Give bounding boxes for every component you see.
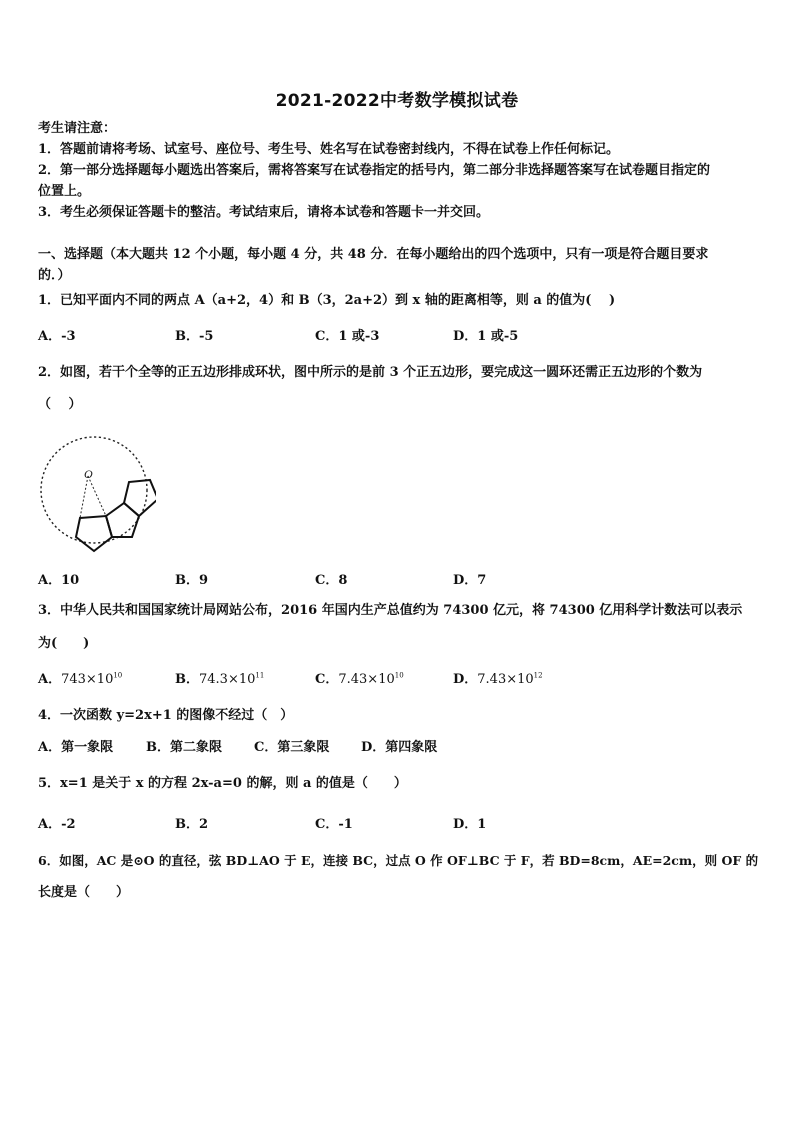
notice-item: 3．考生必须保证答题卡的整洁。考试结束后，请将本试卷和答题卡一并交回。 [38, 205, 490, 220]
figure-label-o: O [84, 467, 93, 481]
q2-option-a[interactable]: A．10 [38, 573, 80, 588]
q4-option-b[interactable]: B．第二象限 [146, 740, 222, 755]
question-2-cont: （ ） [38, 397, 82, 412]
q4-option-c[interactable]: C．第三象限 [254, 740, 330, 755]
q1-option-b[interactable]: B．-5 [175, 329, 214, 344]
q3-option-b[interactable]: B．$74.3\times 10^{11}$ [175, 671, 265, 687]
q5-option-c[interactable]: C．-1 [315, 817, 353, 832]
section-heading-cont: 的．） [38, 268, 71, 283]
q2-option-d[interactable]: D．7 [453, 573, 487, 588]
section-heading: 一、选择题（本大题共 12 个小题，每小题 4 分，共 48 分．在每小题给出的四个选项中，只有一项是符合题目要求 [38, 247, 709, 262]
notice-item: 2．第一部分选择题每小题选出答案后，需将答案写在试卷指定的括号内，第二部分非选择题答案写在试卷题目指定的 [38, 163, 711, 178]
q4-option-d[interactable]: D．第四象限 [361, 740, 438, 755]
dashed-radius-line [88, 476, 106, 516]
notice-item: 1．答题前请将考场、试室号、座位号、考生号、姓名写在试卷密封线内，不得在试卷上作任何标记。 [38, 142, 620, 157]
question-3: 3．中华人民共和国国家统计局网站公布，2016 年国内生产总值约为 74300 亿元，将 74300 亿用科学计数法可以表示 [38, 603, 743, 618]
q3-option-d[interactable]: D．$7.43\times 10^{12}$ [453, 671, 543, 687]
notice-item: 位置上。 [38, 184, 91, 199]
question-2: 2．如图，若干个全等的正五边形排成环状，图中所示的是前 3 个正五边形，要完成这一圆环还需正五边形的个数为 [38, 365, 703, 380]
question-6: 6．如图，AC 是⊙O 的直径，弦 BD⊥AO 于 E，连接 BC，过点 O 作 OF⊥BC 于 F，若 BD=8cm，AE=2cm，则 OF 的 [38, 853, 759, 868]
pentagon-ring-figure [36, 424, 156, 564]
q5-option-a[interactable]: A．-2 [38, 817, 76, 832]
pentagon-2 [106, 503, 139, 537]
question-3-cont: 为( ) [38, 636, 90, 651]
notice-heading: 考生请注意： [38, 121, 117, 136]
question-5: 5．x=1 是关于 x 的方程 2x-a=0 的解，则 a 的值是（ ） [38, 776, 407, 791]
q3-option-a[interactable]: A．$743\times 10^{10}$ [38, 671, 123, 687]
q5-option-d[interactable]: D．1 [453, 817, 487, 832]
q3-option-c[interactable]: C．$7.43\times 10^{10}$ [315, 671, 404, 687]
dashed-radius-line [80, 476, 88, 518]
q2-option-b[interactable]: B．9 [175, 573, 209, 588]
dashed-circle [41, 437, 147, 543]
question-1: 1．已知平面内不同的两点 A（a+2，4）和 B（3，2a+2）到 x 轴的距离相等，则 a 的值为( ) [38, 293, 616, 308]
q1-option-d[interactable]: D．1 或-5 [453, 329, 519, 344]
question-4: 4．一次函数 y=2x+1 的图像不经过（ ） [38, 708, 294, 723]
q4-option-a[interactable]: A．第一象限 [38, 740, 114, 755]
q5-option-b[interactable]: B．2 [175, 817, 209, 832]
question-6-cont: 长度是（ ） [38, 885, 130, 900]
page-title: 2021-2022中考数学模拟试卷 [275, 91, 519, 111]
pentagon-3 [124, 480, 156, 516]
q1-option-a[interactable]: A．-3 [38, 329, 76, 344]
q1-option-c[interactable]: C．1 或-3 [315, 329, 380, 344]
q2-option-c[interactable]: C．8 [315, 573, 348, 588]
